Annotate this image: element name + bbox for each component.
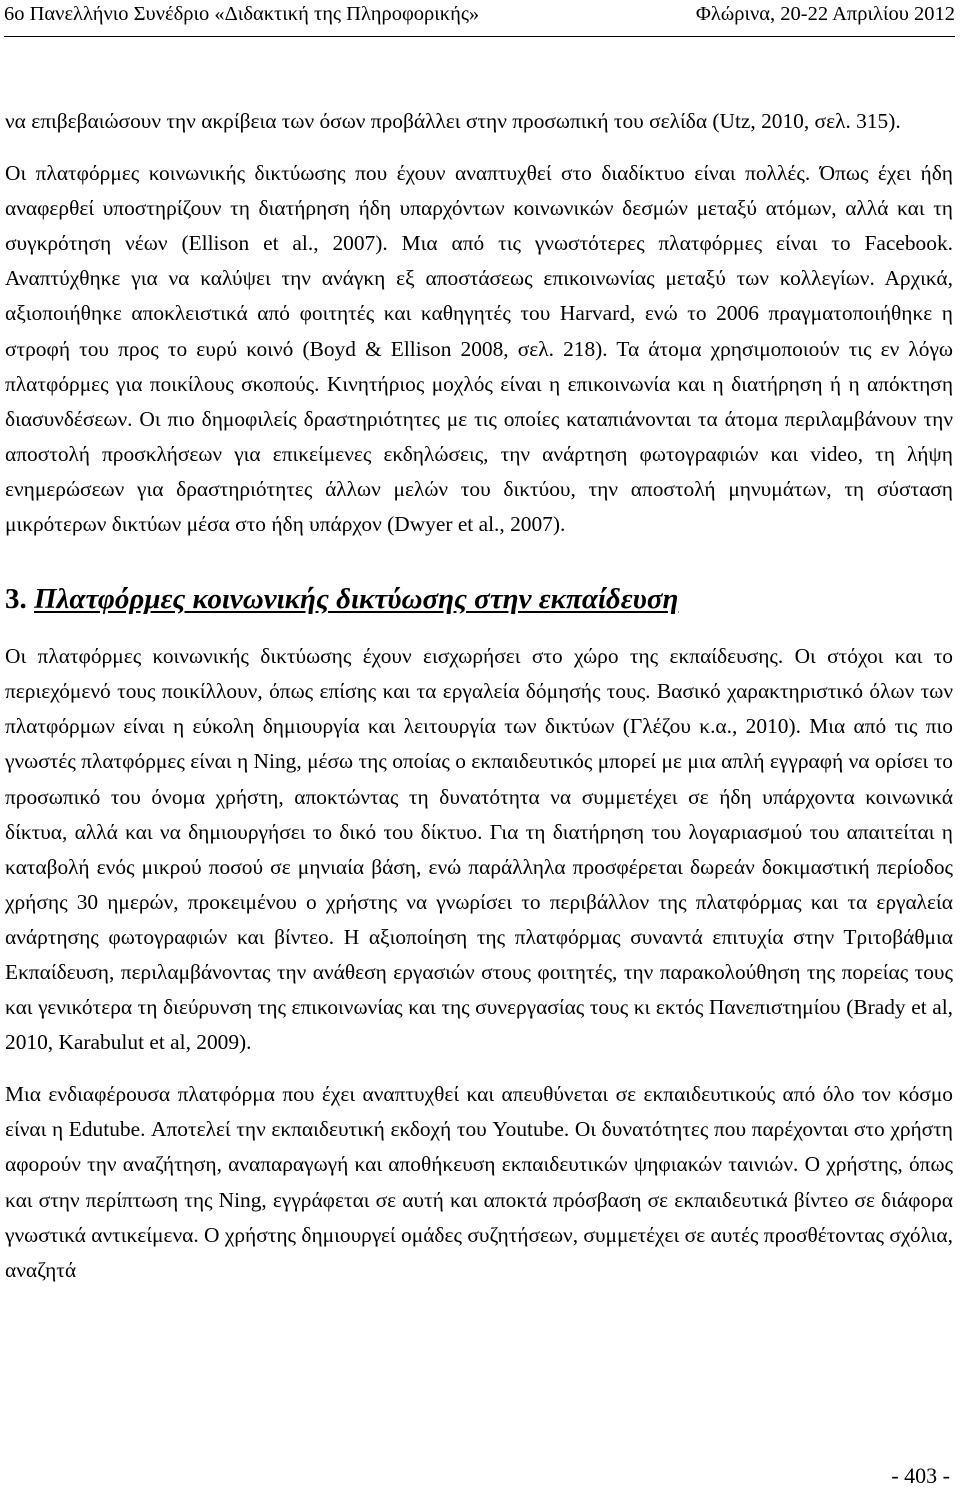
section-heading [5, 577, 953, 621]
page-body [5, 104, 953, 1288]
paragraph-edutube: Μια ενδιαφέρουσα πλατφόρμα που έχει αναπτυχθεί και απευθύνεται σε εκπαιδευτικούς από όλο τον κόσμο είναι η Edutube. Αποτελεί την εκπαιδευτική εκδοχή του Youtube. Οι δυνατότητες που παρέχονται στο χρήστη αφορούν την αναζήτηση, αναπαραγωγή και αποθήκευση εκπαιδευτικών ψηφιακών ταινιών. Ο χρήστης, όπως και στην περίπτωση της Ning, εγγράφεται σε αυτή και αποκτά πρόσβαση σε εκπαιδευτικά βίντεο σε διάφορα γνωστικά αντικείμενα. Ο χρήστης δημιουργεί ομάδες συζητήσεων, συμμετέχει σε αυτές προσθέτοντας σχόλια, αναζητά [5, 1082, 953, 1282]
conference-location-date: Φλώρινα, 20-22 Απριλίου 2012 [695, 3, 955, 25]
header-divider [4, 36, 955, 37]
paragraph-continuation: να επιβεβαιώσουν την ακρίβεια των όσων προβάλλει στην προσωπική του σελίδα (Utz, 2010, σελ. 315). [5, 109, 901, 133]
paragraph-social-platforms: Οι πλατφόρμες κοινωνικής δικτύωσης που έχουν αναπτυχθεί στο διαδίκτυο είναι πολλές. Όπως έχει ήδη αναφερθεί υποστηρίζουν τη διατήρηση ήδη υπαρχόντων κοινωνικών δεσμών μεταξύ ατόμων, αλλά και τη συγκρότηση νέων (Ellison et al., 2007). Μια από τις γνωστότερες πλατφόρμες είναι το Facebook. Αναπτύχθηκε για να καλύψει την ανάγκη εξ αποστάσεως επικοινωνίας μεταξύ των κολλεγίων. Αρχικά, αξιοποιήθηκε αποκλειστικά από φοιτητές και καθηγητές του Harvard, ενώ το 2006 πραγματοποιήθηκε η στροφή του προς το ευρύ κοινό (Boyd & Ellison 2008, σελ. 218). Τα άτομα χρησιμοποιούν τις εν λόγω πλατφόρμες για ποικίλους σκοπούς. Κινητήριος μοχλός είναι η επικοινωνία και η διατήρηση ή η απόκτηση διασυνδέσεων. Οι πιο δημοφιλείς δραστηριότητες με τις οποίες καταπιάνονται τα άτομα περιλαμβάνουν την αποστολή προσκλήσεων για επικείμενες εκδηλώσεις, την ανάρτηση φωτογραφιών και video, τη λήψη ενημερώσεων για δραστηριότητες άλλων μελών του δικτύου, την αποστολή μηνυμάτων, τη σύσταση μικρότερων δικτύων μέσα στο ήδη υπάρχον (Dwyer et al., 2007). [5, 161, 953, 537]
conference-title: 6ο Πανελλήνιο Συνέδριο «Διδακτική της Πληροφορικής» [4, 3, 480, 25]
section-title: Πλατφόρμες κοινωνικής δικτύωσης στην εκπαίδευση [34, 583, 679, 616]
page-number: - 403 - [891, 1463, 950, 1488]
paragraph-education-platforms: Οι πλατφόρμες κοινωνικής δικτύωσης έχουν εισχωρήσει στο χώρο της εκπαίδευσης. Οι στόχοι και το περιεχόμενό τους ποικίλλουν, όπως επίσης και τα εργαλεία δόμησής τους. Βασικό χαρακτηριστικό όλων των πλατφόρμων είναι η εύκολη δημιουργία και λειτουργία των δικτύων (Γλέζου κ.α., 2010). Μια από τις πιο γνωστές πλατφόρμες είναι η Ning, μέσω της οποίας ο εκπαιδευτικός μπορεί με μια απλή εγγραφή να ορίσει το προσωπικό του όνομα χρήστη, αποκτώντας τη δυνατότητα να συμμετέχει σε ήδη υπάρχοντα κοινωνικά δίκτυα, αλλά και να δημιουργήσει το δικό του δίκτυο. Για τη διατήρηση του λογαριασμού του απαιτείται η καταβολή ενός μικρού ποσού σε μηνιαία βάση, ενώ παράλληλα προσφέρεται δωρεάν δοκιμαστική περίοδος χρήσης 30 ημερών, προκειμένου ο χρήστης να γνωρίσει το περιβάλλον της πλατφόρμας και τα εργαλεία ανάρτησης φωτογραφιών και βίντεο. Η αξιοποίηση της πλατφόρμας συναντά επιτυχία στην Τριτοβάθμια Εκπαίδευση, περιλαμβάνοντας την ανάθεση εργασιών στους φοιτητές, την παρακολούθηση της πορείας τους και γενικότερα τη διεύρυνση της επικοινωνίας και της συνεργασίας τους κι εκτός Πανεπιστημίου (Brady et al, 2010, Karabulut et al, 2009). [5, 644, 953, 1055]
section-number: 3. [5, 583, 27, 616]
running-header [4, 3, 955, 33]
